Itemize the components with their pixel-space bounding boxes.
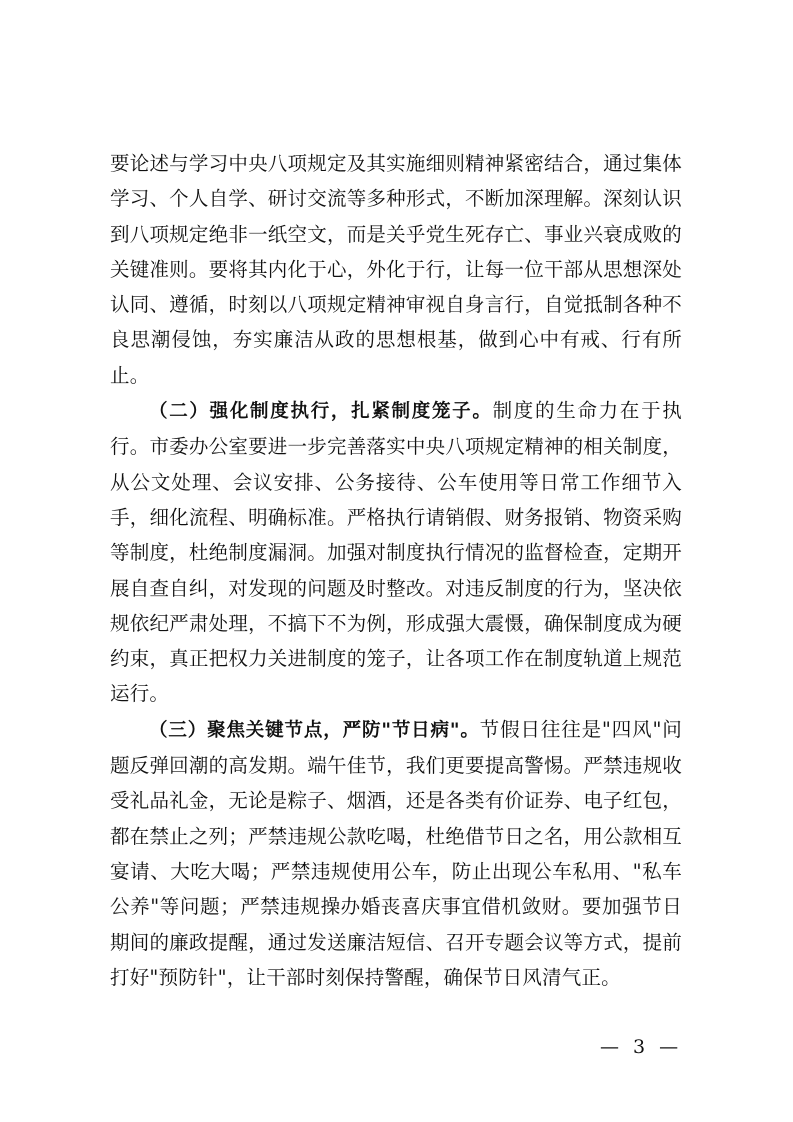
paragraph-1 <box>110 146 682 393</box>
paragraph-3-text: 节假日往往是"四风"问题反弹回潮的高发期。端午佳节，我们更要提高警惕。严禁违规收受礼品礼金，无论是粽子、烟酒，还是各类有价证券、电子红包，都在禁止之列；严禁违规公款吃喝，杜绝借节日之名，用公款相互宴请、大吃大喝；严禁违规使用公车，防止出现公车私用、"私车公养"等问题；严禁违规操办婚丧喜庆事宜借机敛财。要加强节日期间的廉政提醒，通过发送廉洁短信、召开专题会议等方式，提前打好"预防针"，让干部时刻保持警醒，确保节日风清气正。 <box>110 717 683 989</box>
page-number: — 3 — <box>600 1036 683 1058</box>
document-page <box>110 146 682 995</box>
paragraph-2-heading: （二）强化制度执行，扎紧制度笼子。 <box>149 401 493 423</box>
paragraph-2 <box>110 393 682 712</box>
paragraph-3-heading: （三）聚焦关键节点，严防"节日病"。 <box>149 719 480 741</box>
paragraph-2-text: 制度的生命力在于执行。市委办公室要进一步完善落实中央八项规定精神的相关制度，从公文处理、会议安排、公务接待、公车使用等日常工作细节入手，细化流程、明确标准。严格执行请销假、财务报销、物资采购等制度，杜绝制度漏洞。加强对制度执行情况的监督检查，定期开展自查自纠，对发现的问题及时整改。对违反制度的行为，坚决依规依纪严肃处理，不搞下不为例，形成强大震慑，确保制度成为硬约束，真正把权力关进制度的笼子，让各项工作在制度轨道上规范运行。 <box>110 399 682 706</box>
paragraph-3 <box>110 712 682 995</box>
paragraph-1-text: 要论述与学习中央八项规定及其实施细则精神紧密结合，通过集体学习、个人自学、研讨交流等多种形式，不断加深理解。深刻认识到八项规定绝非一纸空文，而是关乎党生死存亡、事业兴衰成败的关键准则。要将其内化于心，外化于行，让每一位干部从思想深处认同、遵循，时刻以八项规定精神审视自身言行，自觉抵制各种不良思潮侵蚀，夯实廉洁从政的思想根基，做到心中有戒、行有所止。 <box>110 152 682 387</box>
